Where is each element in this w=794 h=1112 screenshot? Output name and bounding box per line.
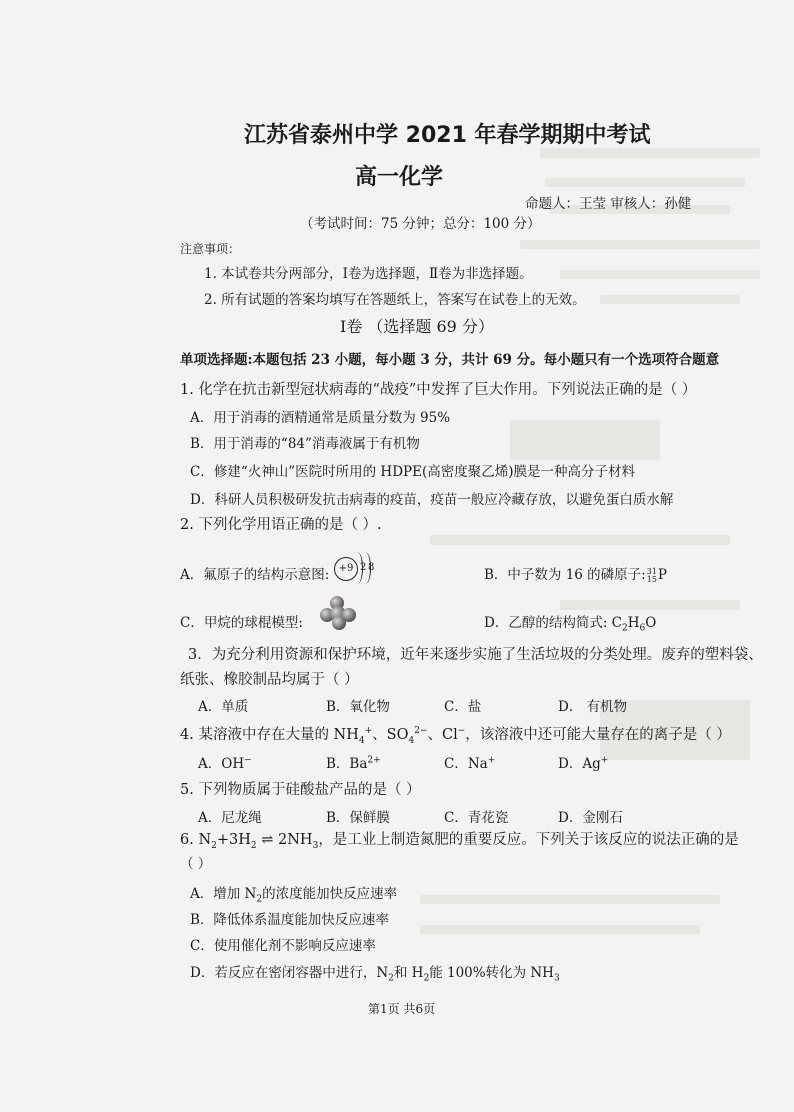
element-symbol: P (657, 567, 668, 583)
q1-option-a: A．用于消毒的酒精通常是质量分数为 95% (190, 410, 451, 426)
q1-option-d: D．科研人员积极研发抗击病毒的疫苗，疫苗一般应冷藏存放，以避免蛋白质水解 (190, 492, 674, 508)
q1-option-b: B．用于消毒的“84”消毒液属于有机物 (190, 436, 420, 452)
equilibrium-arrow: ⇌ (261, 832, 274, 848)
note-item: 2. 所有试题的答案均填写在答题纸上，答案写在试卷上的无效。 (204, 292, 586, 308)
q6-option-b: B．降低体系温度能加快反应速率 (190, 912, 389, 928)
q4-option-c: C．Na+ (444, 755, 496, 772)
subject-title: 高一化学 (355, 165, 444, 190)
q5-stem: 5. 下列物质属于硅酸盐产品的是（ ） (180, 782, 421, 798)
shell-electrons-2: 8 (368, 562, 375, 573)
bleed-through-mark (560, 600, 740, 610)
authors: 命题人：王莹 审核人：孙健 (525, 196, 692, 212)
q1-stem: 1. 化学在抗击新型冠状病毒的“战疫”中发挥了巨大作用。下列说法正确的是（ ） (180, 382, 697, 398)
q2-option-b (484, 563, 667, 584)
bleed-through-mark (420, 925, 700, 934)
q1-option-c: C．修建“火神山”医院时所用的 HDPE(高密度聚乙烯)膜是一种高分子材料 (190, 464, 635, 480)
notes-heading: 注意事项： (180, 242, 241, 256)
bleed-through-mark (430, 535, 730, 545)
exam-title: 江苏省泰州中学 2021 年春学期期中考试 (244, 123, 651, 148)
q2-option-a: A．氟原子的结构示意图: (180, 567, 330, 583)
bleed-through-mark (545, 178, 745, 187)
q4-stem: 4. 某溶液中存在大量的 $NH_4^+$、$SO_4^{2-}$、Cl−，该溶液中还可能大量存在的离子是（ ） (180, 726, 731, 746)
note-item: 1. 本试卷共分两部分，Ⅰ卷为选择题，Ⅱ卷为非选择题。 (204, 266, 533, 282)
q3-stem-line2: 纸张、橡胶制品均属于（ ） (180, 672, 359, 688)
shell-electrons-1: 2 (360, 562, 367, 573)
q4-option-b: B．$Ba^{2+}$ (326, 755, 381, 772)
q6-stem: 6. $N_2+3H_2$ ⇌ $2NH_3$，是工业上制造氮肥的重要反应。下列关于该反应的说法正确的是 (180, 832, 739, 851)
section-instructions: 单项选择题:本题包括 23 小题，每小题 3 分，共计 69 分。每小题只有一个选项符合题意 (180, 352, 720, 368)
q6-option-c: C．使用催化剂不影响反应速率 (190, 938, 376, 954)
atomic-number: 15 (646, 574, 657, 584)
nuclear-charge: +9 (338, 563, 354, 574)
q3-option-c: C．盐 (444, 699, 482, 715)
bleed-through-mark (600, 295, 740, 304)
q4-option-d: D．Ag+ (558, 755, 609, 772)
q2-option-d: D．乙醇的结构简式: $C_2H_6O$ (484, 615, 657, 634)
bleed-through-mark (420, 895, 720, 904)
q6-option-d: D．若反应在密闭容器中进行，$N_2$和 $H_2$能 100%转化为 $NH_3$ (190, 965, 560, 984)
q4-option-a: A．OH− (198, 755, 252, 772)
fluorine-atom-diagram (334, 552, 374, 586)
q2-stem: 2. 下列化学用语正确的是（ ）. (180, 517, 382, 533)
page-number: 第1页 共6页 (368, 1002, 436, 1016)
q5-option-d: D．金刚石 (558, 810, 623, 826)
q3-option-b: B．氧化物 (326, 699, 390, 715)
bleed-through-mark (560, 270, 760, 279)
q6-option-a: A．增加 $N_2$的浓度能加快反应速率 (190, 886, 398, 905)
q5-option-c: C．青花瓷 (444, 810, 509, 826)
section-title: Ⅰ卷 （选择题 69 分） (340, 317, 494, 336)
exam-info: （考试时间：75 分钟；总分：100 分） (300, 216, 541, 232)
q5-option-b: B．保鲜膜 (326, 810, 390, 826)
q3-option-d: D． 有机物 (558, 699, 628, 715)
methane-ball-stick-model (320, 596, 356, 630)
mass-number: 31 (646, 566, 657, 576)
bleed-through-mark (520, 240, 760, 249)
q3-option-a: A．单质 (198, 699, 249, 715)
bleed-through-mark (510, 420, 660, 460)
q5-option-a: A．尼龙绳 (198, 810, 262, 826)
q2-option-b-label: B．中子数为 16 的磷原子: (484, 567, 646, 583)
q3-stem-line1: 3．为充分利用资源和保护环境，近年来逐步实施了生活垃圾的分类处理。废弃的塑料袋、 (188, 647, 763, 663)
q2-option-c: C．甲烷的球棍模型: (180, 615, 303, 631)
q6-answer-paren: （ ） (180, 856, 212, 872)
bleed-through-mark (540, 148, 760, 158)
